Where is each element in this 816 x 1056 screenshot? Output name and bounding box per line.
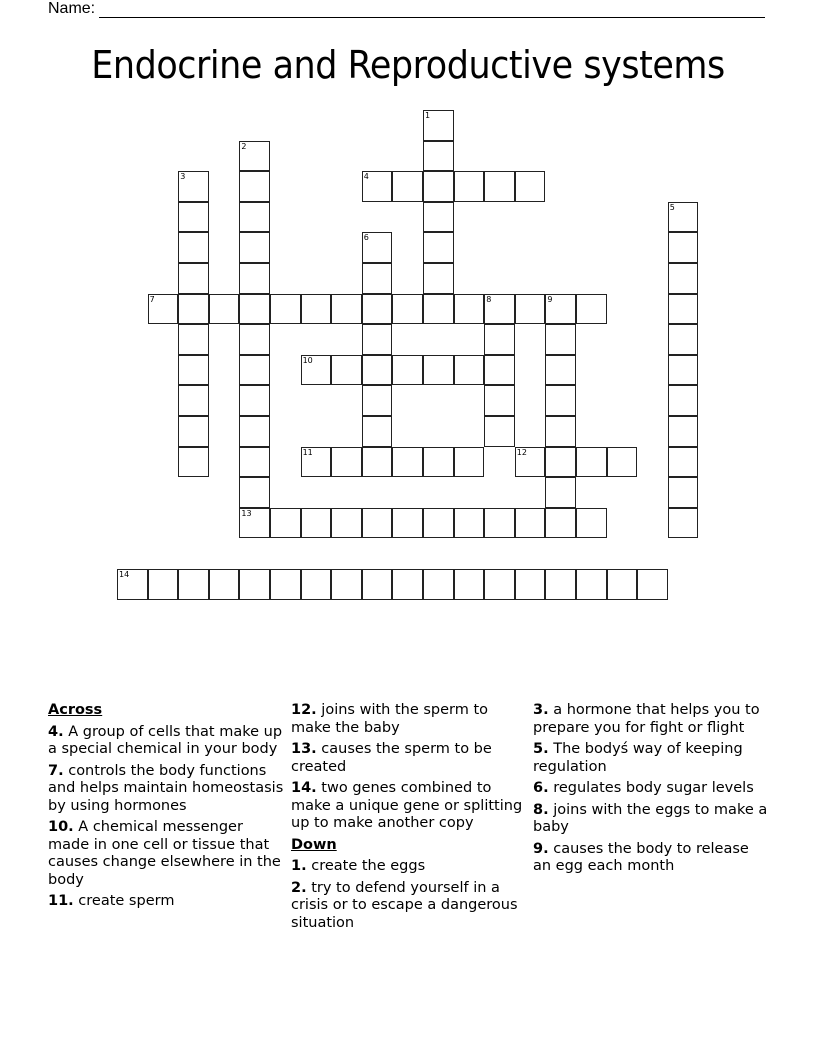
grid-cell[interactable] [209, 294, 240, 325]
grid-cell[interactable] [423, 232, 454, 263]
grid-cell[interactable] [362, 294, 393, 325]
grid-cell[interactable] [331, 294, 362, 325]
clue-text: joins with the sperm to make the baby [291, 702, 489, 736]
grid-cell[interactable] [668, 232, 699, 263]
cell-number: 7 [149, 294, 155, 304]
clue-down-9 [533, 841, 769, 876]
page-title: Endocrine and Reproductive systems [91, 43, 725, 87]
grid-cell[interactable] [148, 569, 179, 600]
cell-number: 5 [669, 202, 675, 212]
grid-cell[interactable] [239, 355, 270, 386]
grid-cell[interactable] [423, 294, 454, 325]
grid-cell[interactable] [454, 508, 485, 539]
grid-cell[interactable] [484, 355, 515, 386]
grid-cell[interactable] [239, 324, 270, 355]
grid-cell[interactable] [423, 171, 454, 202]
clue-number: 13. [291, 741, 317, 757]
grid-cell[interactable] [668, 416, 699, 447]
grid-cell[interactable] [668, 508, 699, 539]
cell-number: 14 [119, 570, 130, 579]
across-heading: Across [48, 702, 103, 718]
grid-cell[interactable] [545, 416, 576, 447]
clue-across-7 [48, 763, 284, 816]
grid-cell[interactable] [484, 385, 515, 416]
clue-text: create sperm [73, 893, 175, 909]
grid-cell[interactable] [545, 569, 576, 600]
grid-cell[interactable] [270, 508, 301, 539]
grid-cell[interactable] [362, 385, 393, 416]
clue-down-5 [533, 741, 769, 776]
grid-cell[interactable] [423, 141, 454, 172]
grid-cell[interactable] [392, 294, 423, 325]
grid-cell[interactable] [637, 569, 668, 600]
grid-cell[interactable] [178, 202, 209, 233]
grid-cell[interactable] [607, 569, 638, 600]
grid-cell[interactable] [239, 508, 270, 539]
cell-number: 6 [363, 233, 369, 243]
grid-cell[interactable] [454, 447, 485, 478]
grid-cell[interactable] [270, 569, 301, 600]
clues-column-2 [291, 702, 527, 936]
grid-cell[interactable] [178, 416, 209, 447]
clue-text: regulates body sugar levels [548, 780, 754, 796]
grid-cell[interactable] [239, 416, 270, 447]
grid-cell[interactable] [178, 263, 209, 294]
grid-cell[interactable] [545, 385, 576, 416]
clue-down-1 [291, 858, 527, 876]
cell-number: 11 [302, 447, 313, 457]
clue-number: 1. [291, 858, 307, 874]
clue-text: causes the sperm to be created [291, 741, 492, 775]
grid-cell[interactable] [178, 385, 209, 416]
clue-number: 12. [291, 702, 317, 718]
grid-cell[interactable] [178, 447, 209, 478]
grid-cell[interactable] [362, 324, 393, 355]
grid-cell[interactable] [178, 171, 209, 202]
clue-down-8 [533, 802, 769, 837]
clue-across-4 [48, 724, 284, 759]
grid-cell[interactable] [668, 385, 699, 416]
grid-cell[interactable] [668, 477, 699, 508]
grid-cell[interactable] [484, 324, 515, 355]
grid-cell[interactable] [576, 508, 607, 539]
grid-cell[interactable] [178, 294, 209, 325]
grid-cell[interactable] [239, 294, 270, 325]
grid-cell[interactable] [515, 447, 546, 478]
grid-cell[interactable] [668, 202, 699, 233]
clue-text: try to defend yourself in a crisis or to escape a dangerous situation [291, 879, 518, 931]
grid-cell[interactable] [423, 355, 454, 386]
grid-cell[interactable] [239, 447, 270, 478]
cell-number: 10 [302, 355, 313, 365]
grid-cell[interactable] [423, 508, 454, 539]
grid-cell[interactable] [301, 508, 332, 539]
grid-cell[interactable] [454, 355, 485, 386]
cell-number: 8 [486, 294, 492, 304]
grid-cell[interactable] [178, 232, 209, 263]
grid-cell[interactable] [423, 263, 454, 294]
cell-number: 13 [241, 508, 252, 518]
cell-number: 9 [547, 294, 553, 304]
grid-cell[interactable] [484, 569, 515, 600]
grid-cell[interactable] [362, 232, 393, 263]
cell-number: 12 [516, 447, 527, 457]
grid-cell[interactable] [392, 171, 423, 202]
grid-cell[interactable] [209, 569, 240, 600]
grid-cell[interactable] [301, 355, 332, 386]
clue-text: A chemical messenger made in one cell or tissue that causes change elsewhere in the body [48, 819, 281, 888]
clue-across-13 [291, 741, 527, 776]
grid-cell[interactable] [301, 294, 332, 325]
grid-cell[interactable] [239, 263, 270, 294]
clue-text: joins with the eggs to make a baby [533, 801, 768, 835]
grid-cell[interactable] [117, 569, 148, 600]
clue-text: a hormone that helps you to prepare you for fight or flight [533, 702, 760, 736]
grid-cell[interactable] [423, 110, 454, 141]
clue-text: causes the body to release an egg each month [533, 840, 749, 874]
cell-number: 4 [363, 172, 369, 182]
name-label: Name: [48, 0, 96, 17]
grid-cell[interactable] [239, 202, 270, 233]
grid-cell[interactable] [331, 569, 362, 600]
grid-cell[interactable] [484, 508, 515, 539]
clue-number: 2. [291, 879, 307, 896]
clue-number: 14. [291, 780, 317, 796]
grid-cell[interactable] [668, 447, 699, 478]
clue-across-12 [291, 702, 527, 737]
clue-number: 10. [48, 819, 74, 835]
clue-number: 9. [533, 840, 549, 857]
grid-cell[interactable] [362, 416, 393, 447]
clue-down-3 [533, 702, 769, 737]
grid-cell[interactable] [454, 569, 485, 600]
grid-cell[interactable] [239, 171, 270, 202]
cell-number: 2 [241, 141, 247, 151]
grid-cell[interactable] [392, 569, 423, 600]
grid-cell[interactable] [515, 294, 546, 325]
clue-across-11 [48, 893, 284, 911]
grid-cell[interactable] [515, 508, 546, 539]
clue-number: 5. [533, 741, 549, 757]
grid-cell[interactable] [515, 569, 546, 600]
grid-cell[interactable] [668, 294, 699, 325]
grid-cell[interactable] [331, 447, 362, 478]
grid-cell[interactable] [362, 171, 393, 202]
grid-cell[interactable] [576, 569, 607, 600]
clue-text: The bodyś way of keeping regulation [533, 741, 743, 775]
grid-cell[interactable] [423, 569, 454, 600]
grid-cell[interactable] [178, 324, 209, 355]
grid-cell[interactable] [545, 294, 576, 325]
grid-cell[interactable] [392, 447, 423, 478]
clue-number: 11. [48, 893, 74, 909]
grid-cell[interactable] [392, 355, 423, 386]
clue-number: 6. [533, 780, 549, 796]
grid-cell[interactable] [454, 171, 485, 202]
grid-cell[interactable] [545, 447, 576, 478]
grid-cell[interactable] [392, 508, 423, 539]
grid-cell[interactable] [668, 324, 699, 355]
grid-cell[interactable] [239, 477, 270, 508]
grid-cell[interactable] [301, 447, 332, 478]
grid-cell[interactable] [270, 294, 301, 325]
clue-text: two genes combined to make a unique gene or splitting up to make another copy [291, 780, 523, 831]
down-heading: Down [291, 836, 337, 853]
clue-down-2 [291, 880, 527, 933]
grid-cell[interactable] [423, 447, 454, 478]
grid-cell[interactable] [484, 171, 515, 202]
clue-number: 4. [48, 723, 64, 740]
grid-cell[interactable] [607, 447, 638, 478]
grid-cell[interactable] [484, 416, 515, 447]
grid-cell[interactable] [484, 294, 515, 325]
grid-cell[interactable] [454, 294, 485, 325]
grid-cell[interactable] [239, 385, 270, 416]
clues-column-1 [48, 702, 284, 915]
grid-cell[interactable] [545, 477, 576, 508]
grid-cell[interactable] [178, 355, 209, 386]
grid-cell[interactable] [331, 355, 362, 386]
clue-number: 8. [533, 801, 549, 818]
grid-cell[interactable] [331, 508, 362, 539]
grid-cell[interactable] [576, 294, 607, 325]
cell-number: 3 [180, 172, 186, 182]
grid-cell[interactable] [148, 294, 179, 325]
grid-cell[interactable] [239, 232, 270, 263]
grid-cell[interactable] [515, 171, 546, 202]
grid-cell[interactable] [362, 569, 393, 600]
grid-cell[interactable] [545, 324, 576, 355]
grid-cell[interactable] [545, 355, 576, 386]
clue-across-10 [48, 819, 284, 889]
grid-cell[interactable] [545, 508, 576, 539]
grid-cell[interactable] [239, 141, 270, 172]
clue-number: 7. [48, 762, 64, 779]
grid-cell[interactable] [362, 263, 393, 294]
grid-cell[interactable] [301, 569, 332, 600]
grid-cell[interactable] [576, 447, 607, 478]
grid-cell[interactable] [178, 569, 209, 600]
clue-text: create the eggs [306, 858, 426, 874]
clues-column-3 [533, 702, 769, 880]
grid-cell[interactable] [668, 263, 699, 294]
clue-number: 3. [533, 702, 549, 718]
grid-cell[interactable] [362, 508, 393, 539]
clue-across-14 [291, 780, 527, 833]
clue-text: controls the body functions and helps maintain homeostasis by using hormones [48, 762, 284, 814]
grid-cell[interactable] [239, 569, 270, 600]
grid-cell[interactable] [362, 355, 393, 386]
clue-down-6 [533, 780, 769, 798]
cell-number: 1 [425, 111, 431, 120]
grid-cell[interactable] [423, 202, 454, 233]
grid-cell[interactable] [668, 355, 699, 386]
grid-cell[interactable] [362, 447, 393, 478]
clue-text: A group of cells that make up a special chemical in your body [48, 723, 283, 757]
